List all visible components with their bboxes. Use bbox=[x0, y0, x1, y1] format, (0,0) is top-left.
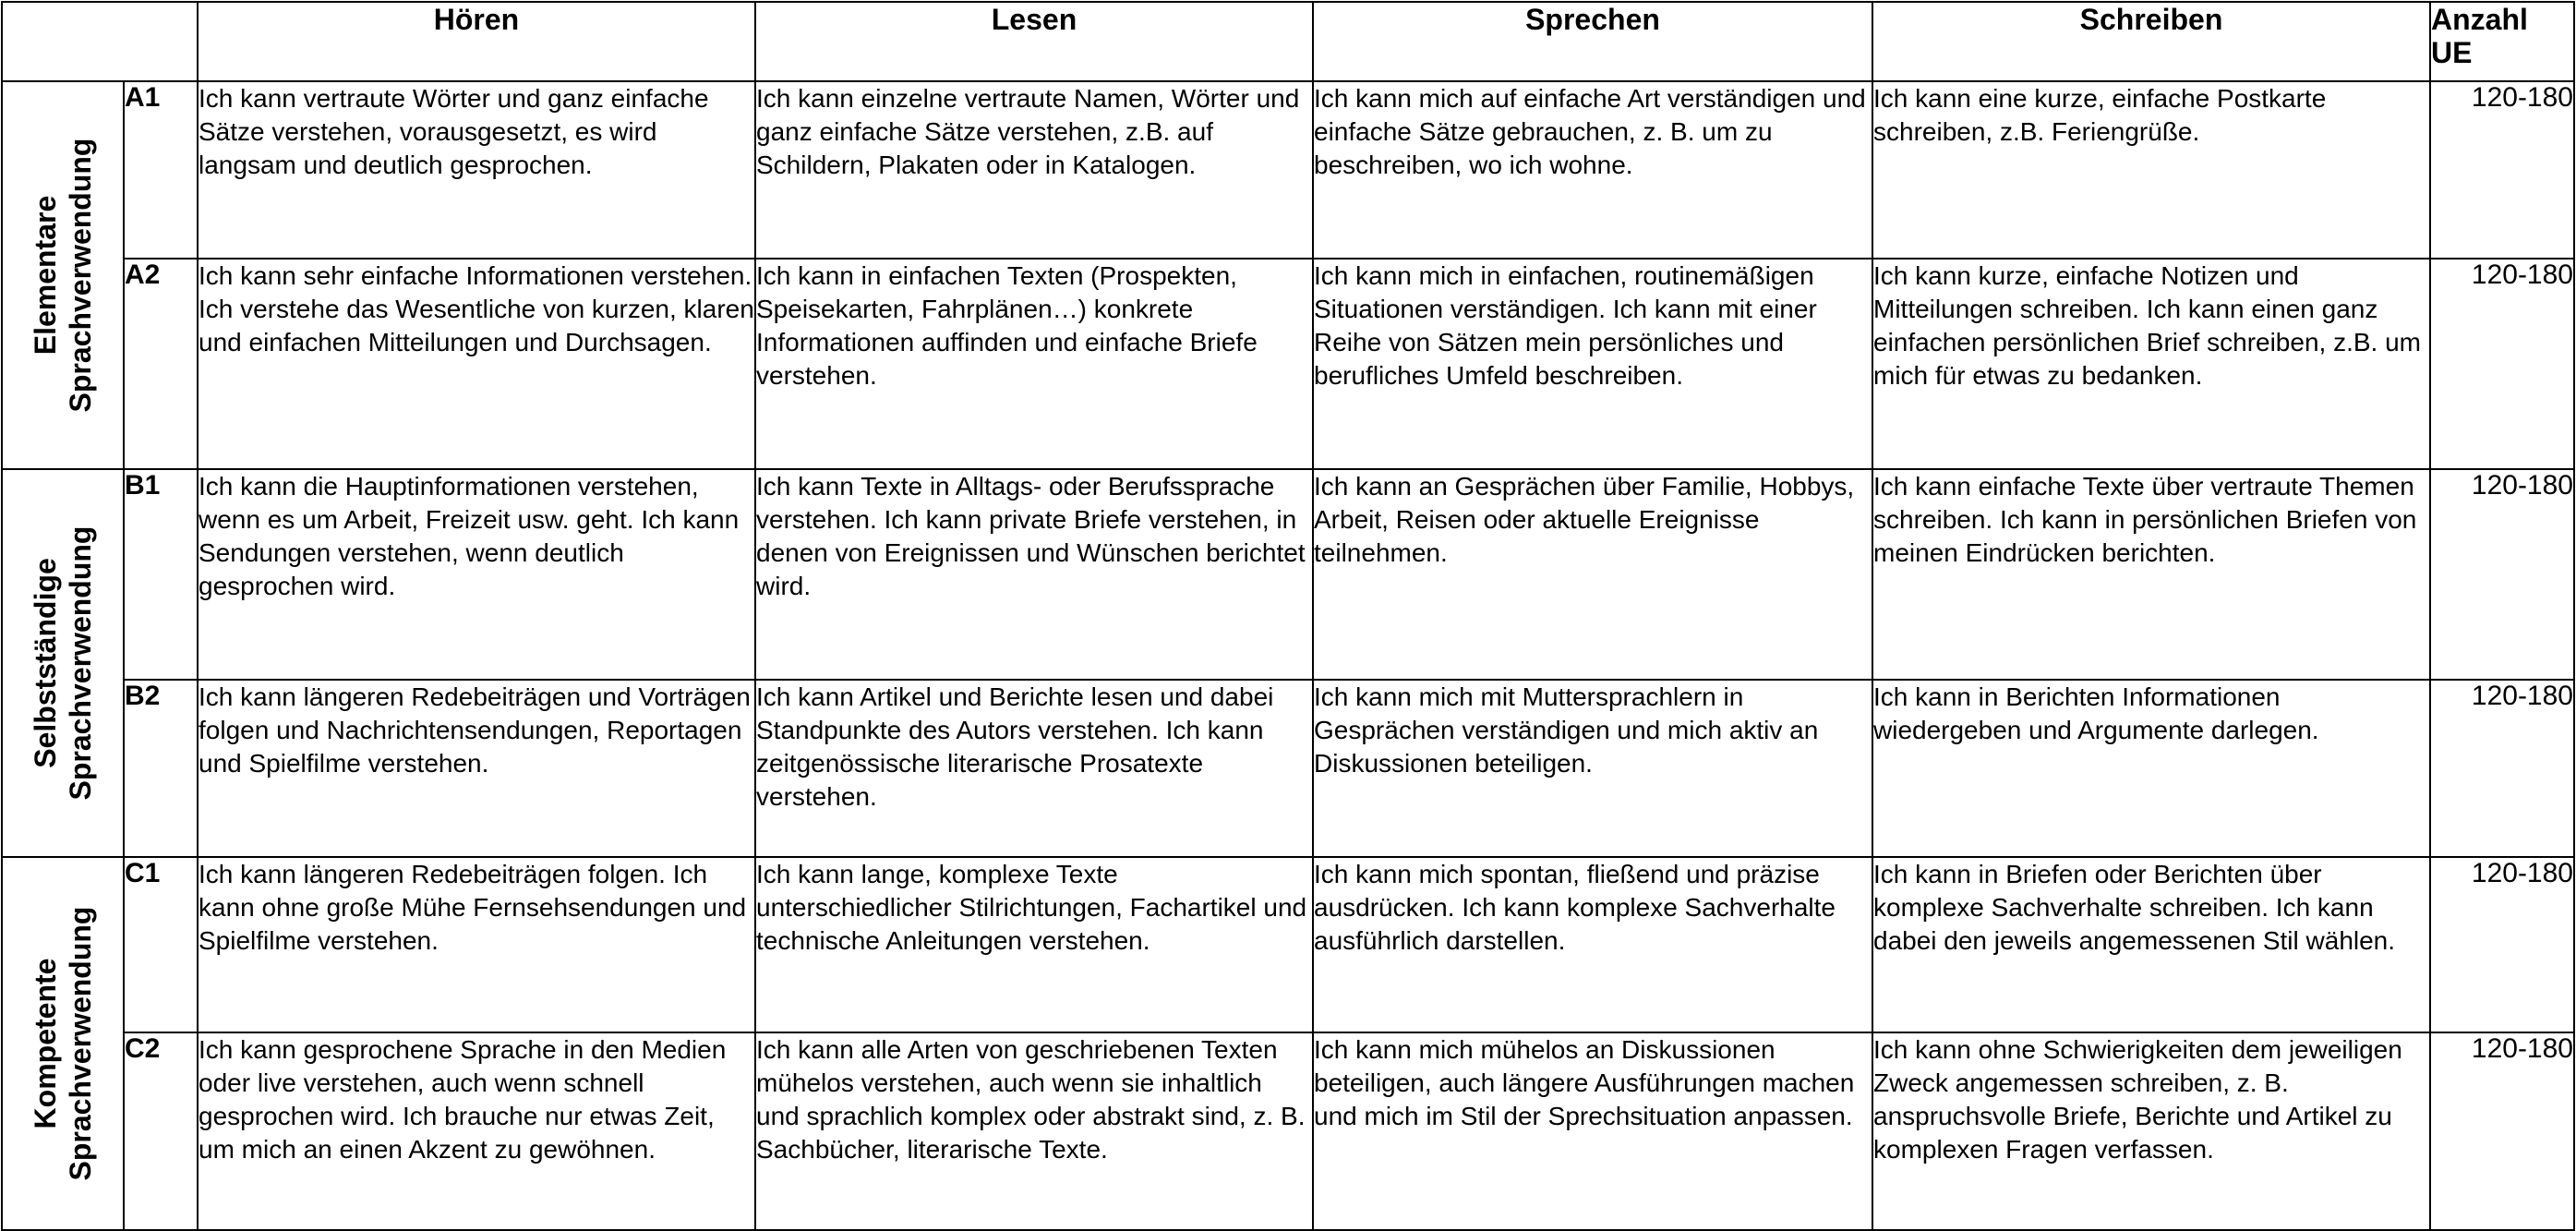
cell-a2-hoeren: Ich kann sehr einfache Informationen verstehen. Ich verstehe das Wesentliche von kurzen, klaren und einfachen Mitteilungen und Durchsagen. bbox=[198, 259, 755, 469]
header-anzahl-line2: UE bbox=[2431, 36, 2473, 69]
group-elementare-line2: Sprachverwendung bbox=[64, 138, 97, 413]
header-anzahl-line1: Anzahl bbox=[2431, 3, 2528, 36]
group-kompetente-line2: Sprachverwendung bbox=[64, 906, 97, 1181]
level-c1: C1 bbox=[124, 857, 198, 1032]
level-c2: C2 bbox=[124, 1032, 198, 1230]
cell-c1-hoeren: Ich kann längeren Redebeiträgen folgen. Ich kann ohne große Mühe Fernsehsendungen und Spielfilme verstehen. bbox=[198, 857, 755, 1032]
cell-b1-lesen: Ich kann Texte in Alltags- oder Berufssprache verstehen. Ich kann private Briefe verstehen, in denen von Ereignissen und Wünschen berichtet wird. bbox=[755, 469, 1313, 680]
table-row-c2 bbox=[2, 1032, 2574, 1230]
table-row-c1 bbox=[2, 857, 2574, 1032]
cell-a2-ue: 120-180 bbox=[2430, 259, 2574, 469]
group-selbststaendige-line2: Sprachverwendung bbox=[64, 525, 97, 801]
cell-c1-schreiben: Ich kann in Briefen oder Berichten über komplexe Sachverhalte schreiben. Ich kann dabei den jeweils angemessenen Stil wählen. bbox=[1872, 857, 2430, 1032]
cell-a1-lesen: Ich kann einzelne vertraute Namen, Wörter und ganz einfache Sätze verstehen, z.B. auf Schildern, Plakaten oder in Katalogen. bbox=[755, 81, 1313, 259]
cell-b1-sprechen: Ich kann an Gesprächen über Familie, Hobbys, Arbeit, Reisen oder aktuelle Ereignisse teilnehmen. bbox=[1313, 469, 1872, 680]
group-kompetente-line1: Kompetente bbox=[29, 958, 62, 1129]
cell-c1-lesen: Ich kann lange, komplexe Texte unterschiedlicher Stilrichtungen, Fachartikel und technische Anleitungen verstehen. bbox=[755, 857, 1313, 1032]
cell-b2-schreiben: Ich kann in Berichten Informationen wiedergeben und Argumente darlegen. bbox=[1872, 680, 2430, 857]
cell-c2-lesen: Ich kann alle Arten von geschriebenen Texten mühelos verstehen, auch wenn sie inhaltlich und sprachlich komplex oder abstrakt sind, z. B. Sachbücher, literarische Texte. bbox=[755, 1032, 1313, 1230]
table-row-a1 bbox=[2, 81, 2574, 259]
cell-c2-sprechen: Ich kann mich mühelos an Diskussionen beteiligen, auch längere Ausführungen machen und mich im Stil der Sprechsituation anpassen. bbox=[1313, 1032, 1872, 1230]
cell-a2-schreiben: Ich kann kurze, einfache Notizen und Mitteilungen schreiben. Ich kann einen ganz einfachen persönlichen Brief schreiben, z.B. um mich für etwas zu bedanken. bbox=[1872, 259, 2430, 469]
cell-b2-lesen: Ich kann Artikel und Berichte lesen und dabei Standpunkte des Autors verstehen. Ich kann zeitgenössische literarische Prosatexte verstehen. bbox=[755, 680, 1313, 857]
cell-a1-schreiben: Ich kann eine kurze, einfache Postkarte schreiben, z.B. Feriengrüße. bbox=[1872, 81, 2430, 259]
header-corner bbox=[2, 2, 198, 81]
cell-a2-sprechen: Ich kann mich in einfachen, routinemäßigen Situationen verständigen. Ich kann mit einer Reihe von Sätzen mein persönliches und berufliches Umfeld beschreiben. bbox=[1313, 259, 1872, 469]
cell-b2-sprechen: Ich kann mich mit Muttersprachlern in Gesprächen verständigen und mich aktiv an Diskussionen beteiligen. bbox=[1313, 680, 1872, 857]
cell-a1-hoeren: Ich kann vertraute Wörter und ganz einfache Sätze verstehen, vorausgesetzt, es wird langsam und deutlich gesprochen. bbox=[198, 81, 755, 259]
cell-c2-ue: 120-180 bbox=[2430, 1032, 2574, 1230]
cell-c2-hoeren: Ich kann gesprochene Sprache in den Medien oder live verstehen, auch wenn schnell gesprochen wird. Ich brauche nur etwas Zeit, um mich an einen Akzent zu gewöhnen. bbox=[198, 1032, 755, 1230]
cell-b1-ue: 120-180 bbox=[2430, 469, 2574, 680]
cell-b2-ue: 120-180 bbox=[2430, 680, 2574, 857]
header-sprechen: Sprechen bbox=[1313, 2, 1872, 81]
cell-b2-hoeren: Ich kann längeren Redebeiträgen und Vorträgen folgen und Nachrichtensendungen, Reportagen und Spielfilme verstehen. bbox=[198, 680, 755, 857]
group-selbststaendige bbox=[2, 469, 124, 857]
cell-a2-lesen: Ich kann in einfachen Texten (Prospekten, Speisekarten, Fahrplänen…) konkrete Informationen auffinden und einfache Briefe verstehen. bbox=[755, 259, 1313, 469]
cell-c1-ue: 120-180 bbox=[2430, 857, 2574, 1032]
level-b1: B1 bbox=[124, 469, 198, 680]
competence-table bbox=[1, 1, 2575, 1231]
cell-a1-sprechen: Ich kann mich auf einfache Art verständigen und einfache Sätze gebrauchen, z. B. um zu beschreiben, wo ich wohne. bbox=[1313, 81, 1872, 259]
group-kompetente bbox=[2, 857, 124, 1230]
header-anzahl-ue bbox=[2430, 2, 2574, 81]
header-lesen: Lesen bbox=[755, 2, 1313, 81]
header-row bbox=[2, 2, 2574, 81]
header-hoeren: Hören bbox=[198, 2, 755, 81]
cell-b1-hoeren: Ich kann die Hauptinformationen verstehen, wenn es um Arbeit, Freizeit usw. geht. Ich kann Sendungen verstehen, wenn deutlich gesprochen wird. bbox=[198, 469, 755, 680]
table-row-b1 bbox=[2, 469, 2574, 680]
level-a2: A2 bbox=[124, 259, 198, 469]
cell-b1-schreiben: Ich kann einfache Texte über vertraute Themen schreiben. Ich kann in persönlichen Briefen von meinen Eindrücken berichten. bbox=[1872, 469, 2430, 680]
group-selbststaendige-line1: Selbstständige bbox=[29, 558, 62, 768]
table-row-b2 bbox=[2, 680, 2574, 857]
cell-c1-sprechen: Ich kann mich spontan, fließend und präzise ausdrücken. Ich kann komplexe Sachverhalte ausführlich darstellen. bbox=[1313, 857, 1872, 1032]
header-schreiben: Schreiben bbox=[1872, 2, 2430, 81]
level-b2: B2 bbox=[124, 680, 198, 857]
level-a1: A1 bbox=[124, 81, 198, 259]
cell-c2-schreiben: Ich kann ohne Schwierigkeiten dem jeweiligen Zweck angemessen schreiben, z. B. anspruchsvolle Briefe, Berichte und Artikel zu komplexen Fragen verfassen. bbox=[1872, 1032, 2430, 1230]
group-elementare bbox=[2, 81, 124, 469]
cell-a1-ue: 120-180 bbox=[2430, 81, 2574, 259]
group-elementare-line1: Elementare bbox=[29, 195, 62, 356]
table-row-a2 bbox=[2, 259, 2574, 469]
